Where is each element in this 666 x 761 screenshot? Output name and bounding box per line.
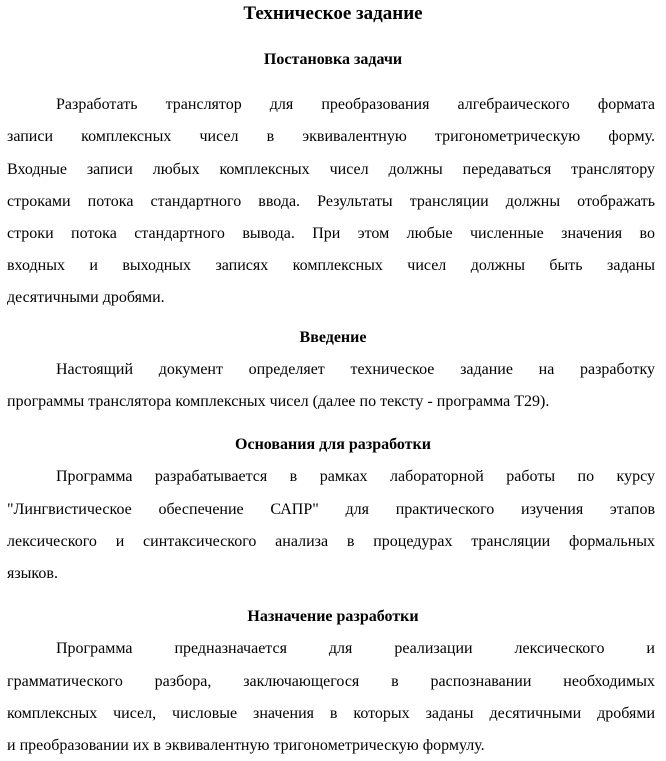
- paragraph-line: строками потока стандартного ввода. Результаты трансляции должны отображать: [7, 193, 655, 210]
- paragraph-line: Разработать транслятор для преобразования алгебраического формата: [56, 96, 655, 113]
- section-heading-purpose: Назначение разработки: [247, 608, 419, 625]
- paragraph-line: "Лингвистическое обеспечение САПР" для практического изучения этапов: [7, 501, 655, 518]
- paragraph-line: грамматического разбора, заключающегося в распознавании необходимых: [7, 673, 655, 690]
- paragraph-line: Настоящий документ определяет техническое задание на разработку: [56, 361, 655, 378]
- paragraph-line: лексического и синтаксического анализа в процедурах трансляции формальных: [7, 533, 655, 550]
- section-heading-task: Постановка задачи: [263, 51, 403, 68]
- paragraph-line: комплексных чисел, числовые значения в которых заданы десятичными дробями: [7, 705, 655, 722]
- section-heading-basis: Основания для разработки: [235, 436, 431, 453]
- paragraph-line: Программа предназначается для реализации лексического и: [56, 640, 655, 657]
- paragraph-line: Входные записи любых комплексных чисел должны передаваться транслятору: [7, 161, 655, 178]
- paragraph-line: Программа разрабатывается в рамках лабораторной работы по курсу: [56, 468, 655, 485]
- paragraph-line: записи комплексных чисел в эквивалентную тригонометрическую форму.: [7, 128, 655, 145]
- paragraph-line: программы транслятора комплексных чисел (далее по тексту - программа Т29).: [7, 393, 550, 410]
- paragraph-line: входных и выходных записях комплексных чисел должны быть заданы: [7, 257, 655, 274]
- section-heading-introduction: Введение: [299, 329, 367, 346]
- document-title: Техническое задание: [243, 3, 423, 24]
- paragraph-line: строки потока стандартного вывода. При этом любые численные значения во: [7, 225, 655, 242]
- paragraph-line: и преобразовании их в эквивалентную тригонометрическую формулу.: [7, 737, 485, 754]
- paragraph-line: языков.: [7, 565, 58, 582]
- paragraph-line: десятичными дробями.: [7, 289, 165, 306]
